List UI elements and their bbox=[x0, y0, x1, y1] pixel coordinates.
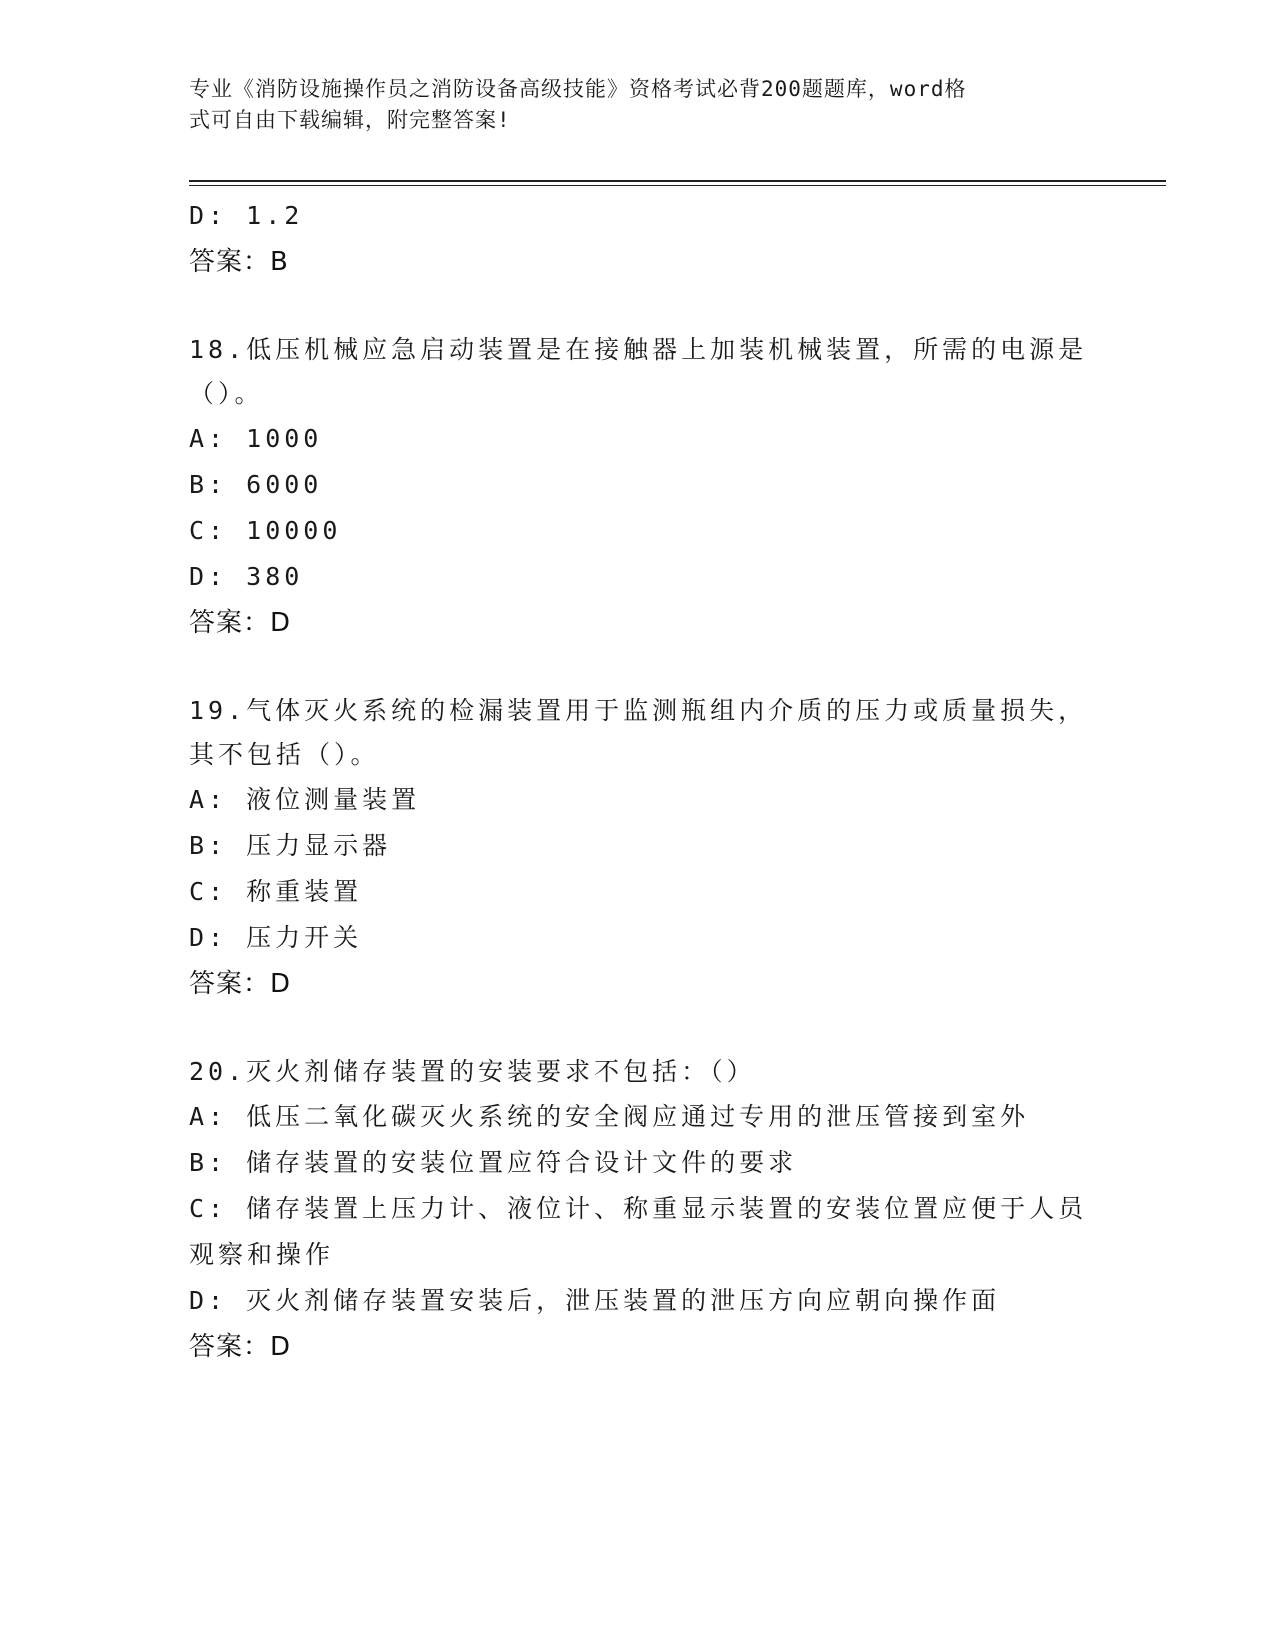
option-d: D: 压力开关 bbox=[189, 923, 363, 952]
header-rule-thin bbox=[189, 185, 1166, 186]
answer: 答案：D bbox=[189, 1332, 292, 1362]
question-stem-continued: 其不包括（）。 bbox=[189, 740, 380, 769]
document-header bbox=[189, 74, 1089, 136]
option-b: B: 压力显示器 bbox=[189, 831, 392, 860]
question-stem: 18.低压机械应急启动装置是在接触器上加装机械装置，所需的电源是 bbox=[189, 335, 1088, 364]
answer: 答案：D bbox=[189, 608, 292, 638]
option-c: C: 称重装置 bbox=[189, 877, 363, 906]
question-stem: 20.灭火剂储存装置的安装要求不包括：（） bbox=[189, 1057, 756, 1086]
prev-answer: 答案：B bbox=[189, 247, 289, 277]
header-line-2: 式可自由下载编辑，附完整答案! bbox=[189, 108, 511, 132]
option-b: B: 储存装置的安装位置应符合设计文件的要求 bbox=[189, 1148, 798, 1177]
option-c-continued: 观察和操作 bbox=[189, 1240, 335, 1269]
question-stem-continued: （）。 bbox=[189, 379, 264, 408]
prev-option-d: D: 1.2 bbox=[189, 201, 304, 230]
option-a: A: 低压二氧化碳灭火系统的安全阀应通过专用的泄压管接到室外 bbox=[189, 1102, 1030, 1131]
option-c: C: 10000 bbox=[189, 516, 342, 545]
question-20 bbox=[189, 1050, 1089, 1370]
header-rule-thick bbox=[189, 180, 1166, 182]
option-d: D: 灭火剂储存装置安装后，泄压装置的泄压方向应朝向操作面 bbox=[189, 1286, 1001, 1315]
option-b: B: 6000 bbox=[189, 470, 323, 499]
question-stem: 19.气体灭火系统的检漏装置用于监测瓶组内介质的压力或质量损失， bbox=[189, 696, 1088, 725]
option-c: C: 储存装置上压力计、液位计、称重显示装置的安装位置应便于人员 bbox=[189, 1194, 1088, 1223]
question-18 bbox=[189, 328, 1089, 646]
option-a: A: 1000 bbox=[189, 424, 323, 453]
option-d: D: 380 bbox=[189, 562, 304, 591]
option-a: A: 液位测量装置 bbox=[189, 785, 421, 814]
question-19 bbox=[189, 689, 1089, 1007]
document-body bbox=[189, 193, 1089, 1370]
answer: 答案：D bbox=[189, 969, 292, 999]
header-line-1: 专业《消防设施操作员之消防设备高级技能》资格考试必背200题题库，word格 bbox=[189, 77, 967, 101]
